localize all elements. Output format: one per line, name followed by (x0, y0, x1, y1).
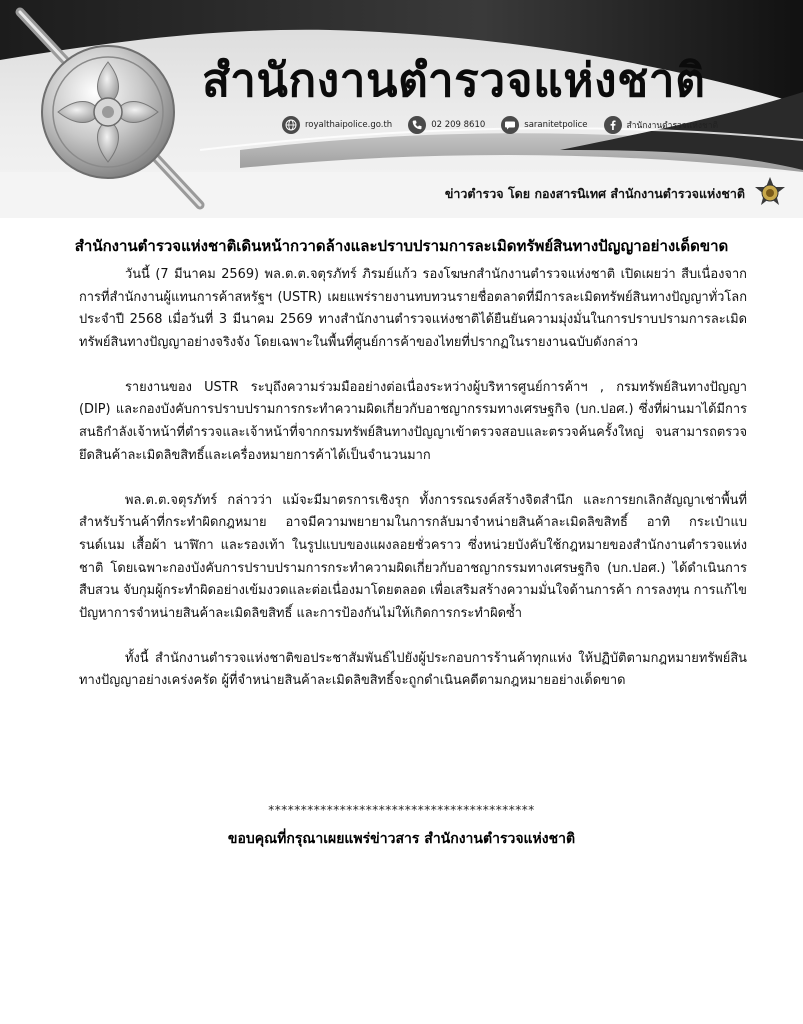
contact-website-text: royalthaipolice.go.th (305, 120, 393, 130)
police-badge-icon (753, 176, 787, 210)
letterhead-header (0, 0, 803, 218)
contact-bar (282, 114, 734, 136)
facebook-icon (604, 116, 622, 134)
chat-icon (501, 116, 519, 134)
contact-phone-text: 02 209 8610 (431, 120, 486, 130)
contact-chat-text: saranitetpolice (524, 120, 588, 130)
organization-title: สำนักงานตำรวจแห่งชาติ (202, 53, 706, 107)
paragraph-3: พล.ต.ต.จตุรภัทร์ กล่าวว่า แม้จะมีมาตรการเชิงรุก ทั้งการรณรงค์สร้างจิตสำนึก และการยกเลิกสัญญาเช่าพื้นที่สำหรับร้านค้าที่กระทำผิดกฎหมาย อาจมีความพยายามในการกลับมาจำหน่ายสินค้าละเมิดลิขสิทธิ์ อาทิ กระเป๋าแบรนด์เนม เสื้อผ้า นาฬิกา และรองเท้า ในรูปแบบของแผงลอยชั่วคราว ซึ่งหน่วยบังคับใช้กฎหมายของสำนักงานตำรวจแห่งชาติ โดยเฉพาะกองบังคับการปราบปรามการกระทำความผิดเกี่ยวกับอาชญากรรมทางเศรษฐกิจ (บก.ปอศ.) ได้ดำเนินการสืบสวน จับกุมผู้กระทำผิดอย่างเข้มงวดและต่อเนื่องมาโดยตลอด เพื่อเสริมสร้างความมั่นใจด้านการค้า การลงทุน การแก้ไขปัญหาการจำหน่ายสินค้าละเมิดลิขสิทธิ์ และการป้องกันไม่ให้เกิดการกระทำผิดซ้ำ (79, 492, 747, 621)
separator-line: ***************************************** (268, 803, 535, 817)
phone-icon (408, 116, 426, 134)
article-body (79, 264, 747, 693)
article-headline: สำนักงานตำรวจแห่งชาติเดินหน้ากวาดล้างและปราบปรามการละเมิดทรัพย์สินทางปัญญาอย่างเด็ดขาด (74, 237, 729, 255)
contact-facebook[interactable] (604, 116, 719, 134)
paragraph-2: รายงานของ USTR ระบุถึงความร่วมมืออย่างต่อเนื่องระหว่างผู้บริหารศูนย์การค้าฯ , กรมทรัพย์สินทางปัญญา (DIP) และกองบังคับการปราบปรามการกระทำความผิดเกี่ยวกับอาชญากรรมทางเศรษฐกิจ (บก.ปอศ.) ซึ่งที่ผ่านมาได้มีการสนธิกำลังเจ้าหน้าที่ตำรวจและเจ้าหน้าที่จากกรมทรัพย์สินทางปัญญาเข้าตรวจสอบและตรวจค้นครั้งใหญ่ จนสามารถตรวจยึดสินค้าละเมิดลิขสิทธิ์และเครื่องหมายการค้าได้เป็นจำนวนมาก (79, 379, 747, 463)
paragraph-1: วันนี้ (7 มีนาคม 2569) พล.ต.ต.จตุรภัทร์ ภิรมย์แก้ว รองโฆษกสำนักงานตำรวจแห่งชาติ เปิดเผยว่า สืบเนื่องจากการที่สำนักงานผู้แทนการค้าสหรัฐฯ (USTR) เผยแพร่รายงานทบทวนรายชื่อตลาดที่มีการละเมิดทรัพย์สินทางปัญญาทั่วโลก ประจำปี 2568 เมื่อวันที่ 3 มีนาคม 2569 ทางสำนักงานตำรวจแห่งชาติได้ยืนยันความมุ่งมั่นในการปราบปรามการละเมิดทรัพย์สินทางปัญญาอย่างจริงจัง โดยเฉพาะในพื้นที่ศูนย์การค้าของไทยที่ปรากฏในรายงานฉบับดังกล่าว (79, 267, 747, 350)
contact-phone[interactable] (408, 116, 485, 134)
contact-facebook-text: สำนักงานตำรวจแห่งชาติ (626, 121, 719, 131)
paragraph-4: ทั้งนี้ สำนักงานตำรวจแห่งชาติขอประชาสัมพันธ์ไปยังผู้ประกอบการร้านค้าทุกแห่ง ให้ปฏิบัติตามกฎหมายทรัพย์สินทางปัญญาอย่างเคร่งครัด ผู้ที่จำหน่ายสินค้าละเมิดลิขสิทธิ์จะถูกดำเนินคดีตามกฎหมายอย่างเด็ดขาด (79, 650, 747, 689)
contact-chat[interactable] (501, 116, 587, 134)
police-emblem-logo (0, 0, 215, 215)
news-byline: ข่าวตำรวจ โดย กองสารนิเทศ สำนักงานตำรวจแห่งชาติ (444, 186, 745, 201)
closing-note: ขอบคุณที่กรุณาเผยแพร่ข่าวสาร สำนักงานตำรวจแห่งชาติ (227, 831, 576, 847)
contact-website[interactable] (282, 116, 392, 134)
globe-icon (282, 116, 300, 134)
